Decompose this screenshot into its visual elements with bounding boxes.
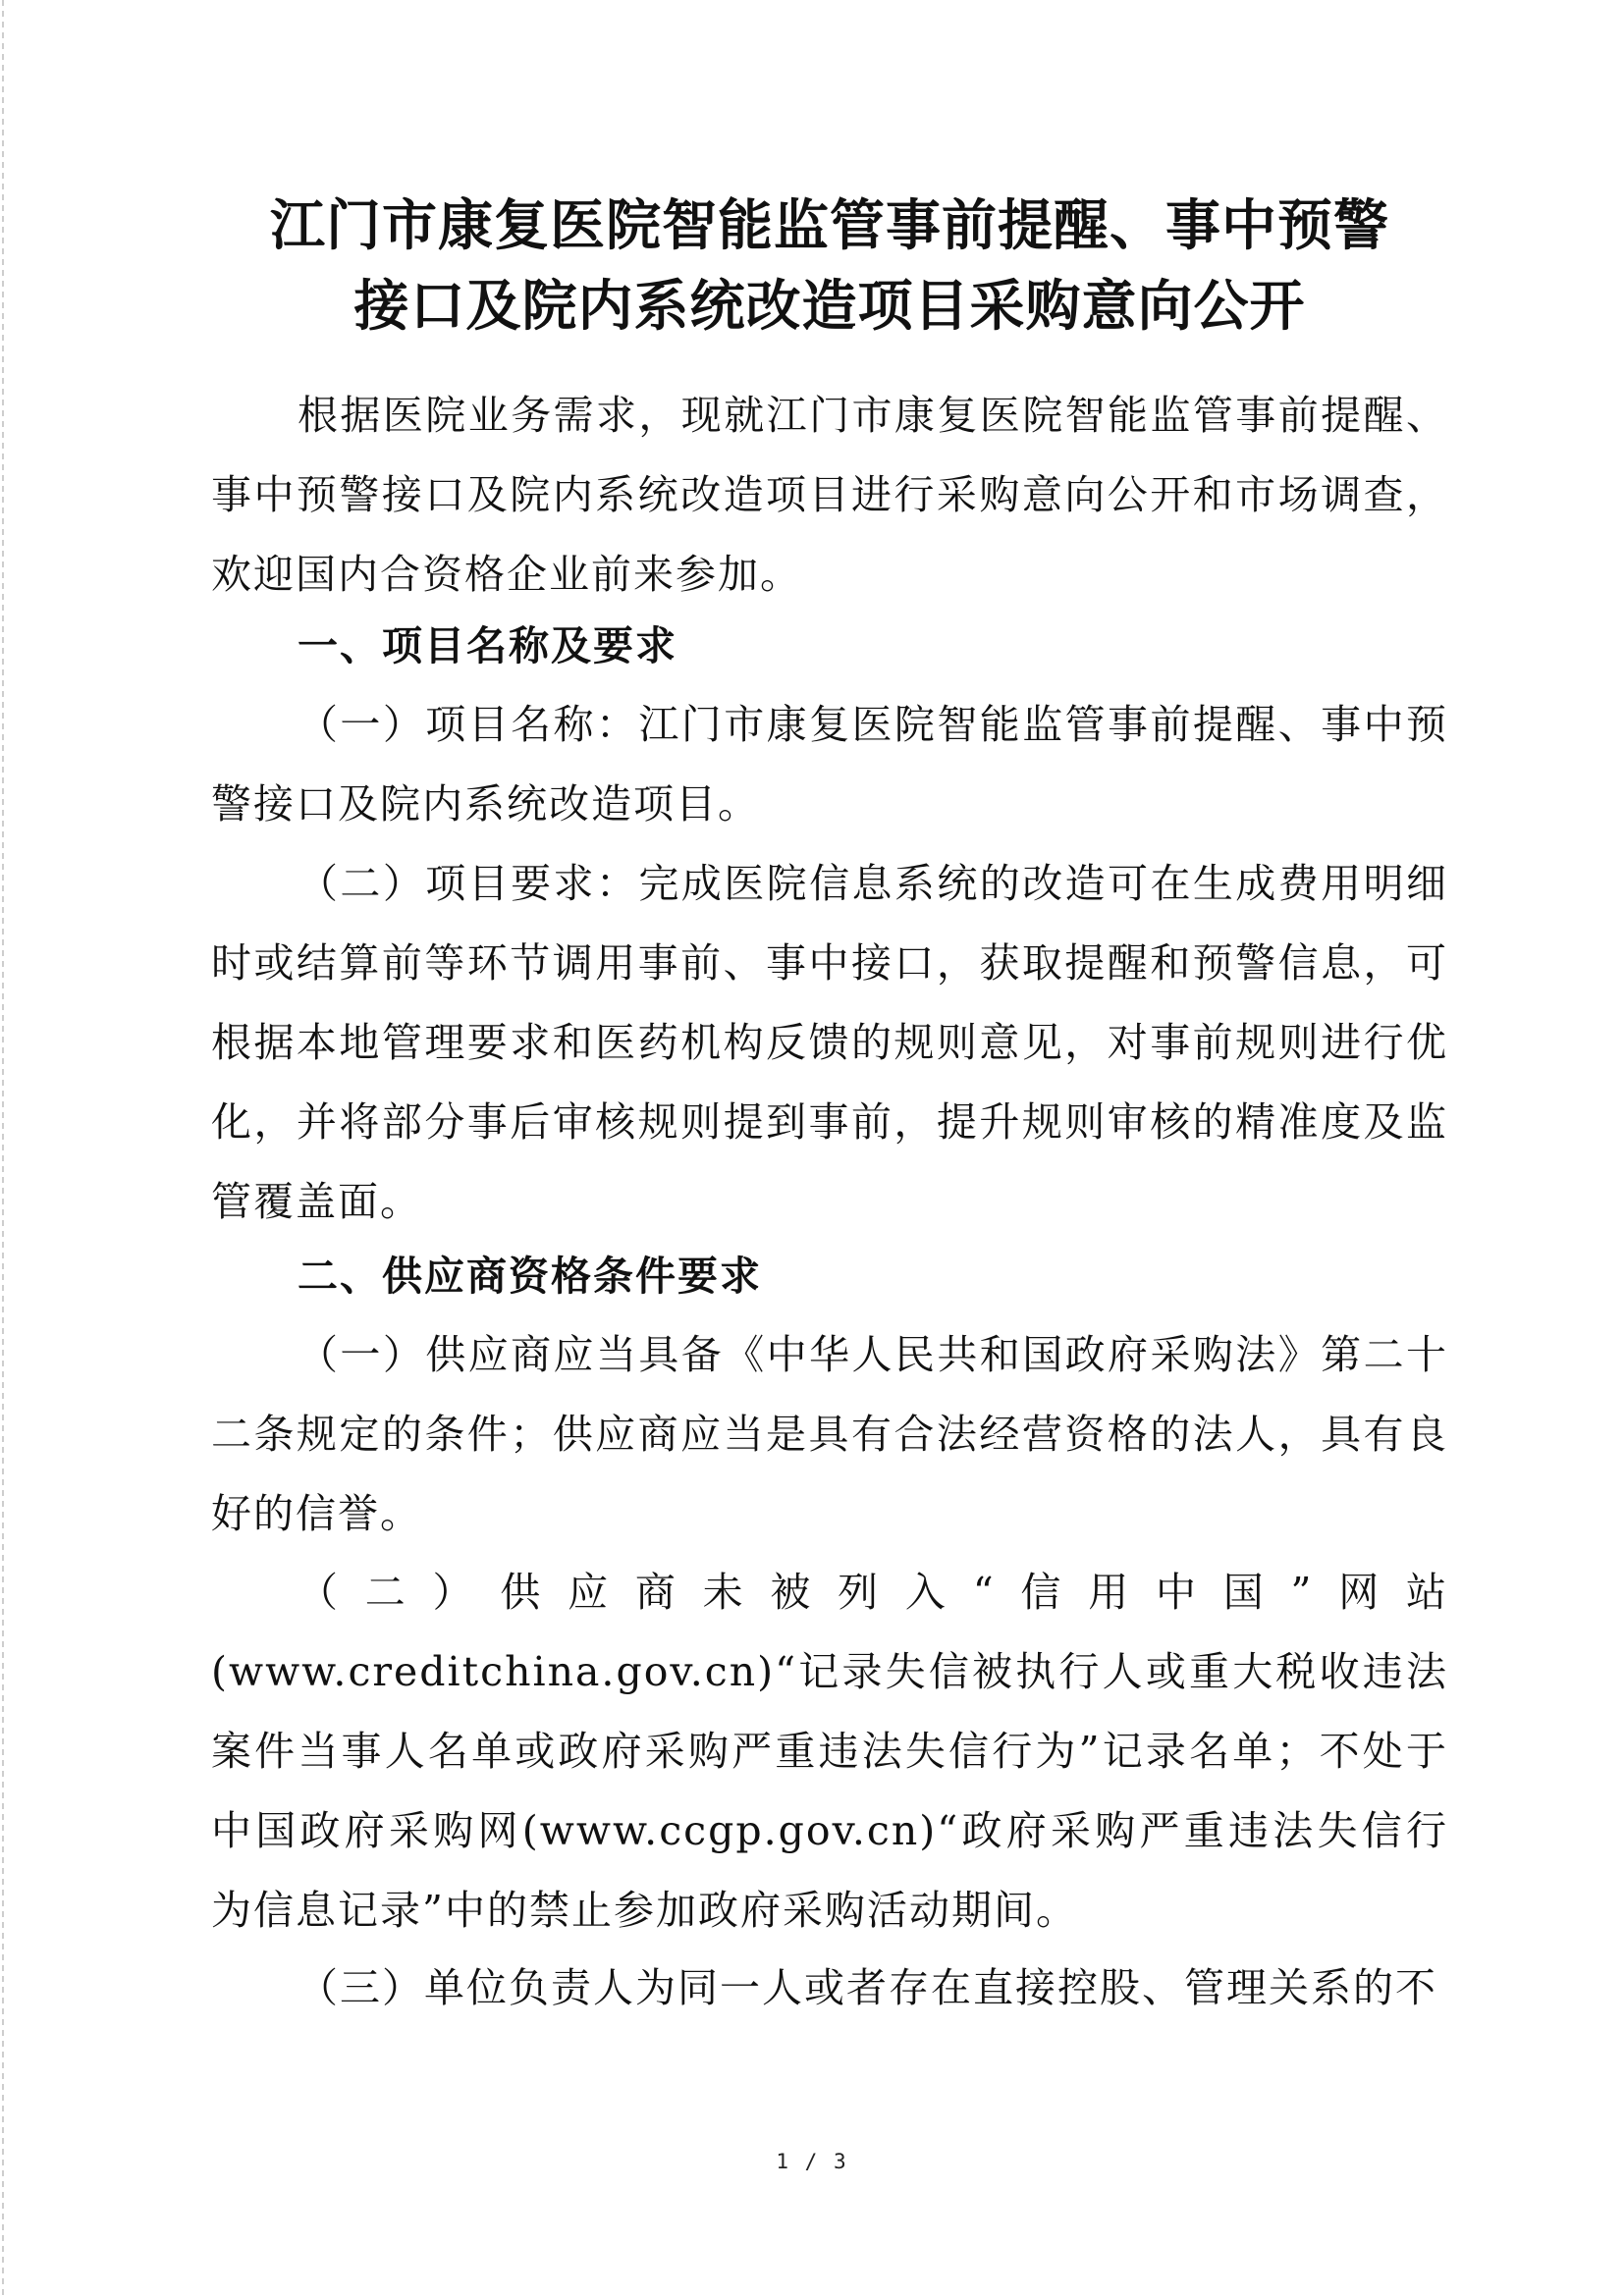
intro-paragraph: 根据医院业务需求，现就江门市康复医院智能监管事前提醒、事中预警接口及院内系统改造项目进行采购意向公开和市场调查，欢迎国内合资格企业前来参加。 <box>211 392 1448 598</box>
page-number: 1 / 3 <box>776 2150 848 2173</box>
section-1-heading: 一、项目名称及要求 <box>298 622 677 669</box>
section-2-item-2: （二）供应商未被列入“信用中国”网站(www.creditchina.gov.cn)“记录失信被执行人或重大税收违法案件当事人名单或政府采购严重违法失信行为”记录名单；不处于中国政府采购网(www.ccgp.gov.cn)“政府采购严重违法失信行为信息记录”中的禁止参加政府采购活动期间。 <box>211 1569 1448 1934</box>
scan-edge-mark <box>2 0 4 2296</box>
section-2-item-3: （三）单位负责人为同一人或者存在直接控股、管理关系的不 <box>298 1964 1437 2011</box>
section-1-item-1: （一）项目名称：江门市康复医院智能监管事前提醒、事中预警接口及院内系统改造项目。 <box>211 701 1448 828</box>
document-title-line-1: 江门市康复医院智能监管事前提醒、事中预警 <box>270 194 1389 258</box>
section-1-item-2: （二）项目要求：完成医院信息系统的改造可在生成费用明细时或结算前等环节调用事前、事中接口，获取提醒和预警信息，可根据本地管理要求和医药机构反馈的规则意见，对事前规则进行优化，并将部分事后审核规则提到事前，提升规则审核的精准度及监管覆盖面。 <box>211 860 1448 1225</box>
section-2-heading: 二、供应商资格条件要求 <box>298 1253 762 1300</box>
document-title-line-2: 接口及院内系统改造项目采购意向公开 <box>353 275 1306 339</box>
section-2-item-1: （一）供应商应当具备《中华人民共和国政府采购法》第二十二条规定的条件；供应商应当是具有合法经营资格的法人，具有良好的信誉。 <box>211 1331 1448 1537</box>
